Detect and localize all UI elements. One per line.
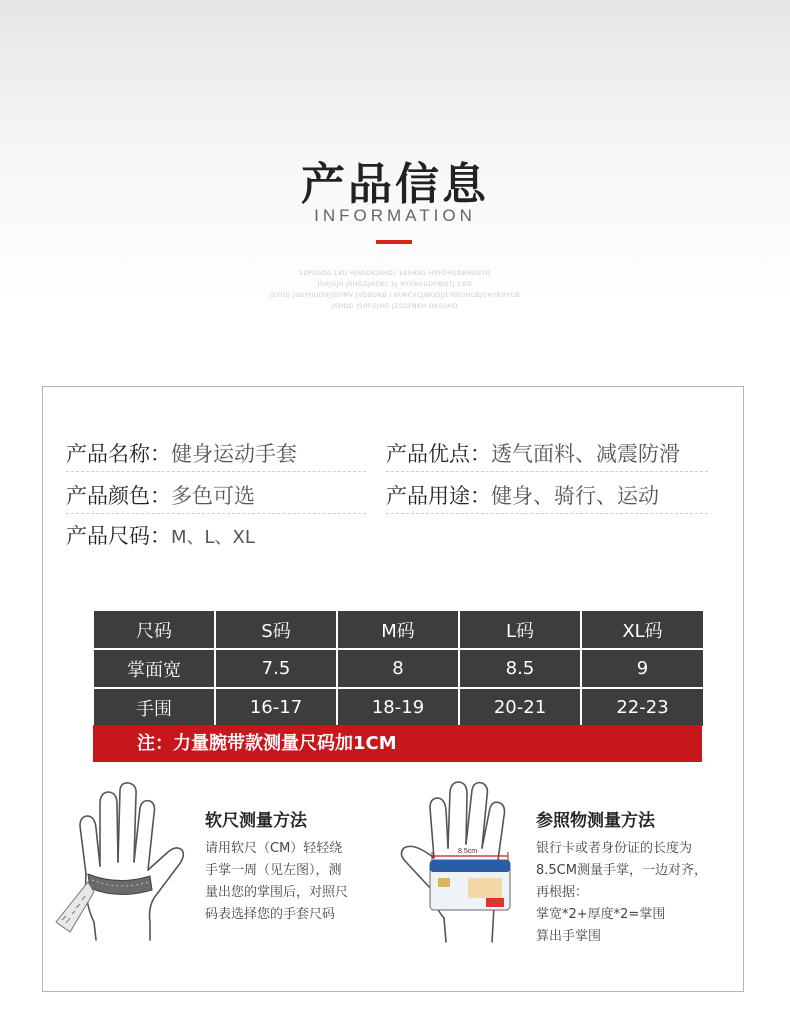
table-cell: 20-21 bbox=[459, 688, 581, 727]
table-header-cell: S码 bbox=[215, 610, 337, 649]
product-use-value: 健身、骑行、运动 bbox=[491, 484, 659, 508]
decorative-text bbox=[0, 268, 790, 312]
header-subtitle: INFORMATION bbox=[314, 206, 476, 225]
table-header-cell: M码 bbox=[337, 610, 459, 649]
reference-method-body: 银行卡或者身份证的长度为 8.5CM测量手掌，一边对齐， 再根据： 掌宽*2+厚度*2=掌围 算出手掌围 bbox=[536, 841, 707, 944]
product-size-row bbox=[66, 520, 255, 550]
table-header-cell: 尺码 bbox=[93, 610, 215, 649]
hand-card-reference-illustration bbox=[398, 778, 528, 944]
header-title: 产品信息 bbox=[301, 159, 489, 210]
hand-tape-measure-illustration bbox=[50, 782, 200, 942]
decorative-line: JSYHG JUSYHGDHJJDVMV JVDBUNB I BUKCVCJNKJDJJEYBUIHGBJUHYBHYGB bbox=[269, 292, 521, 299]
product-color-label: 产品颜色： bbox=[66, 484, 171, 508]
table-cell: 22-23 bbox=[581, 688, 704, 727]
table-header-cell: L码 bbox=[459, 610, 581, 649]
product-size-value: M、L、XL bbox=[171, 527, 255, 548]
table-row bbox=[93, 649, 704, 688]
product-use-label: 产品用途： bbox=[386, 484, 491, 508]
table-header-row bbox=[93, 610, 704, 649]
table-cell: 18-19 bbox=[337, 688, 459, 727]
product-color-value: 多色可选 bbox=[171, 484, 255, 508]
table-cell: 掌面宽 bbox=[93, 649, 215, 688]
product-size-label: 产品尺码： bbox=[66, 524, 171, 548]
product-name-value: 健身运动手套 bbox=[171, 442, 297, 466]
product-advantage-value: 透气面料、减震防滑 bbox=[491, 442, 680, 466]
product-advantage-row bbox=[386, 438, 680, 468]
table-row bbox=[93, 688, 704, 727]
decorative-line: JSHJGJH JSHGDJHGKL SJ HYSAGUDYWGTJ CDD bbox=[317, 281, 473, 288]
divider bbox=[386, 471, 708, 472]
divider bbox=[386, 513, 708, 514]
decorative-line: JSHDG JSHFGJHG JZSDFNKH DKSUHD bbox=[332, 303, 458, 310]
reference-method-title: 参照物测量方法 bbox=[536, 811, 655, 831]
divider bbox=[66, 513, 366, 514]
table-cell: 16-17 bbox=[215, 688, 337, 727]
table-cell: 手围 bbox=[93, 688, 215, 727]
table-header-cell: XL码 bbox=[581, 610, 704, 649]
product-name-label: 产品名称： bbox=[66, 442, 171, 466]
product-advantage-label: 产品优点： bbox=[386, 442, 491, 466]
table-cell: 8 bbox=[337, 649, 459, 688]
tape-method-title: 软尺测量方法 bbox=[205, 811, 307, 831]
divider bbox=[66, 471, 366, 472]
product-use-row bbox=[386, 480, 659, 510]
product-name-row bbox=[66, 438, 297, 468]
product-color-row bbox=[66, 480, 255, 510]
header-accent-bar bbox=[376, 240, 412, 244]
tape-method-body: 请用软尺（CM）轻轻绕 手掌一周（见左图），测 量出您的掌围后，对照尺 码表选择您的手套尺码 bbox=[205, 841, 349, 922]
decorative-line: SDFSGDG LKU HJSGDKJAHDL LKSHSG HSFDHGDBHGSYD bbox=[299, 270, 491, 277]
card-length-label: 8.5cm bbox=[458, 848, 478, 855]
table-cell: 9 bbox=[581, 649, 704, 688]
table-cell: 7.5 bbox=[215, 649, 337, 688]
size-note: 注：力量腕带款测量尺码加1CM bbox=[93, 725, 702, 762]
table-cell: 8.5 bbox=[459, 649, 581, 688]
size-table bbox=[92, 609, 705, 728]
